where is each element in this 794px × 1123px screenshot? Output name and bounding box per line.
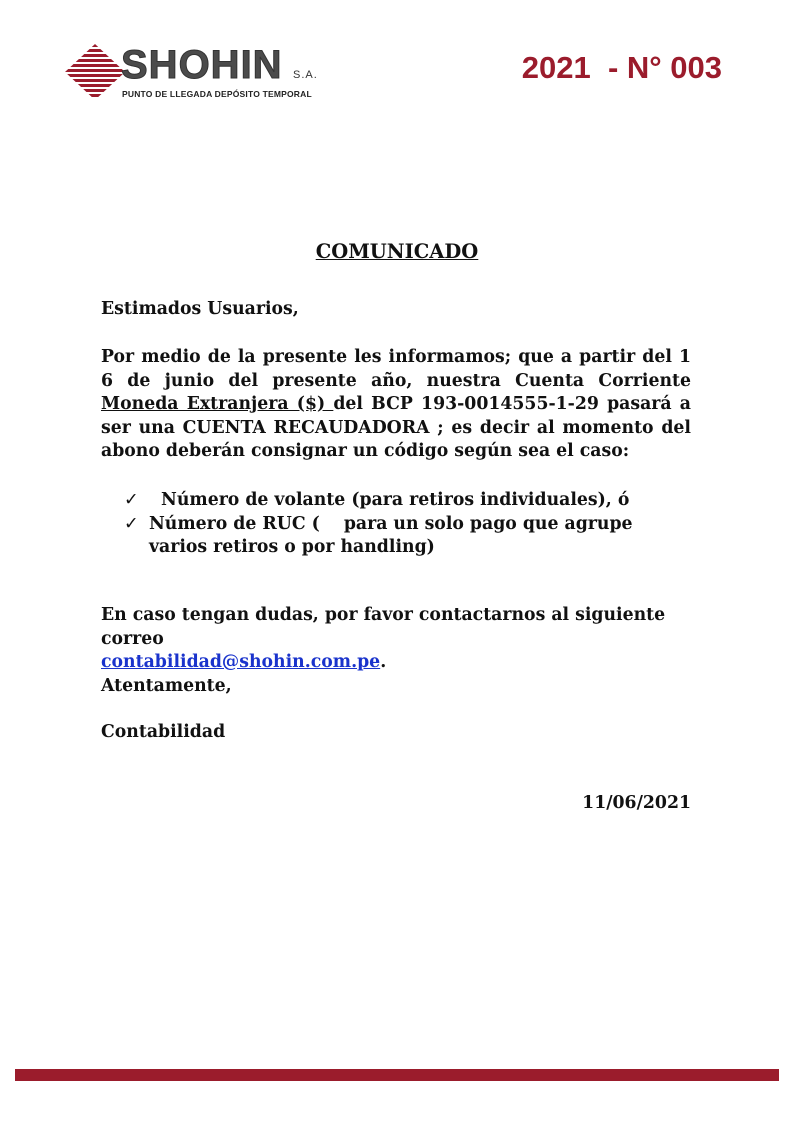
greeting: Estimados Usuarios,	[101, 299, 299, 319]
list-item-text: Número de RUC ( para un solo pago que agrupe varios retiros o por handling)	[149, 513, 693, 557]
paragraph-text-2: del BCP 193-0014555-1-29 pasará a ser una CUENTA RECAUDADORA ; es decir al momento del abono deberán consignar un código según sea el caso:	[101, 394, 691, 461]
list-item-text: Número de volante (para retiros individuales), ó	[149, 490, 630, 510]
contact-end: .	[380, 652, 387, 672]
page-title: COMUNICADO	[315, 240, 479, 263]
main-paragraph	[101, 346, 691, 464]
checkmark-icon: ✓	[124, 490, 139, 510]
closing-text: Atentamente,	[101, 676, 232, 696]
list-item	[124, 489, 691, 513]
checkmark-icon: ✓	[124, 513, 139, 534]
logo-tagline: PUNTO DE LLEGADA DEPÓSITO TEMPORAL	[122, 89, 312, 99]
bullet-list	[124, 489, 691, 560]
signature-department: Contabilidad	[101, 722, 226, 742]
contact-paragraph	[101, 604, 691, 675]
logo-suffix: S.A.	[293, 69, 318, 81]
logo-brand-text: SHOHIN	[121, 43, 283, 87]
paragraph-text-1: Por medio de la presente les informamos; que a partir del 1 6 de junio del presente año, nuestra Cuenta Corriente	[101, 347, 691, 391]
contact-text: En caso tengan dudas, por favor contactarnos al siguiente correo	[101, 605, 666, 649]
paragraph-underlined-text: Moneda Extranjera ($)	[101, 394, 334, 414]
list-item	[124, 513, 691, 560]
document-number: 2021 - N° 003	[521, 50, 722, 85]
email-link[interactable]: contabilidad@shohin.com.pe	[101, 652, 381, 672]
footer-bar	[15, 1069, 779, 1081]
diamond-stripes-icon	[63, 42, 127, 102]
document-date: 11/06/2021	[582, 793, 691, 813]
company-logo	[63, 42, 333, 102]
